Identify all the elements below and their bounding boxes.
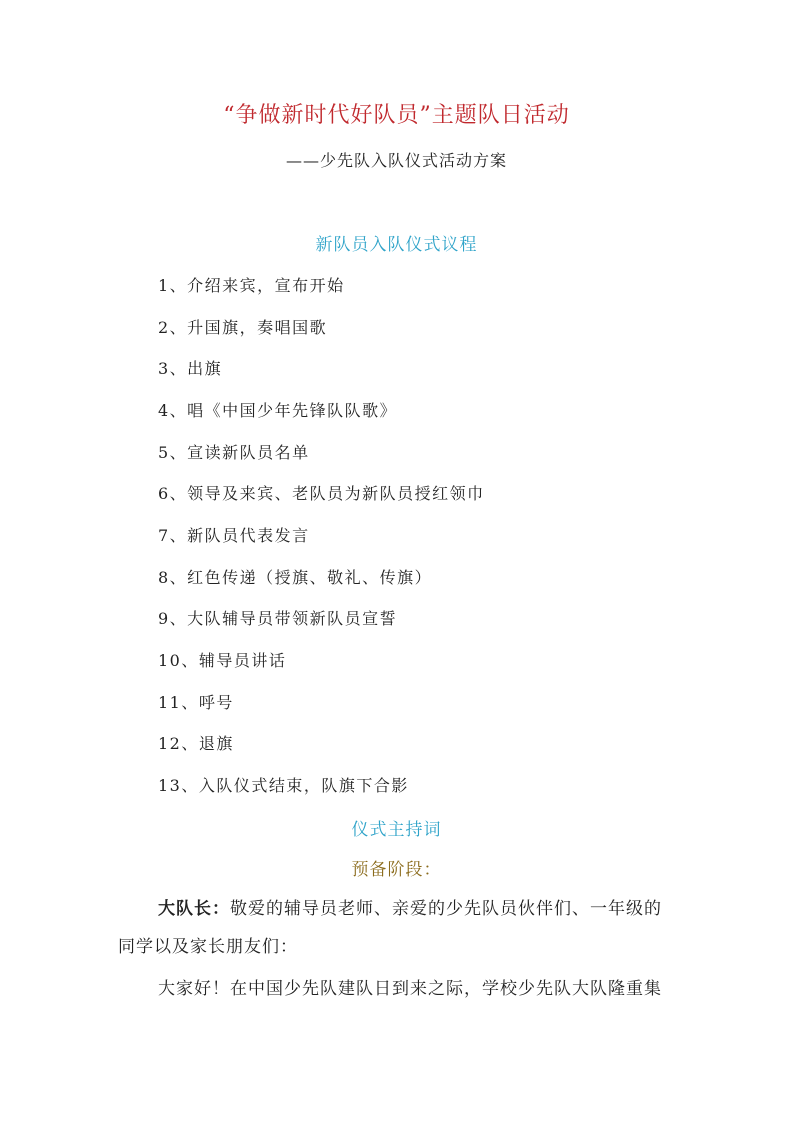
script-heading: 仪式主持词 bbox=[351, 820, 442, 840]
agenda-item: 1、介绍来宾，宣布开始 bbox=[158, 276, 345, 295]
agenda-item: 9、大队辅导员带领新队员宣誓 bbox=[158, 609, 398, 628]
agenda-item: 8、红色传递（授旗、敬礼、传旗） bbox=[158, 568, 433, 587]
paragraph-2: 大家好！在中国少先队建队日到来之际，学校少先队大队隆重集 bbox=[158, 979, 662, 999]
paragraph-1 bbox=[118, 890, 678, 966]
agenda-item: 5、宣读新队员名单 bbox=[158, 443, 310, 462]
agenda-item: 3、出旗 bbox=[158, 359, 223, 378]
paragraph-1-text: 敬爱的辅导员老师、亲爱的少先队员伙伴们、一年级的同学以及家长朋友们： bbox=[118, 899, 662, 957]
document-subtitle: ——少先队入队仪式活动方案 bbox=[285, 151, 507, 170]
stage-heading: 预备阶段： bbox=[351, 860, 442, 880]
speaker-label: 大队长： bbox=[158, 899, 230, 919]
agenda-item: 7、新队员代表发言 bbox=[158, 526, 310, 545]
agenda-item: 6、领导及来宾、老队员为新队员授红领巾 bbox=[158, 484, 485, 503]
agenda-item: 13、入队仪式结束，队旗下合影 bbox=[158, 776, 409, 795]
agenda-item: 4、唱《中国少年先锋队队歌》 bbox=[158, 401, 398, 420]
agenda-item: 11、呼号 bbox=[158, 693, 234, 712]
agenda-item: 12、退旗 bbox=[158, 734, 234, 753]
agenda-item: 2、升国旗，奏唱国歌 bbox=[158, 318, 328, 337]
agenda-heading: 新队员入队仪式议程 bbox=[315, 235, 478, 255]
agenda-item: 10、辅导员讲话 bbox=[158, 651, 287, 670]
document-title: “争做新时代好队员”主题队日活动 bbox=[223, 103, 570, 128]
